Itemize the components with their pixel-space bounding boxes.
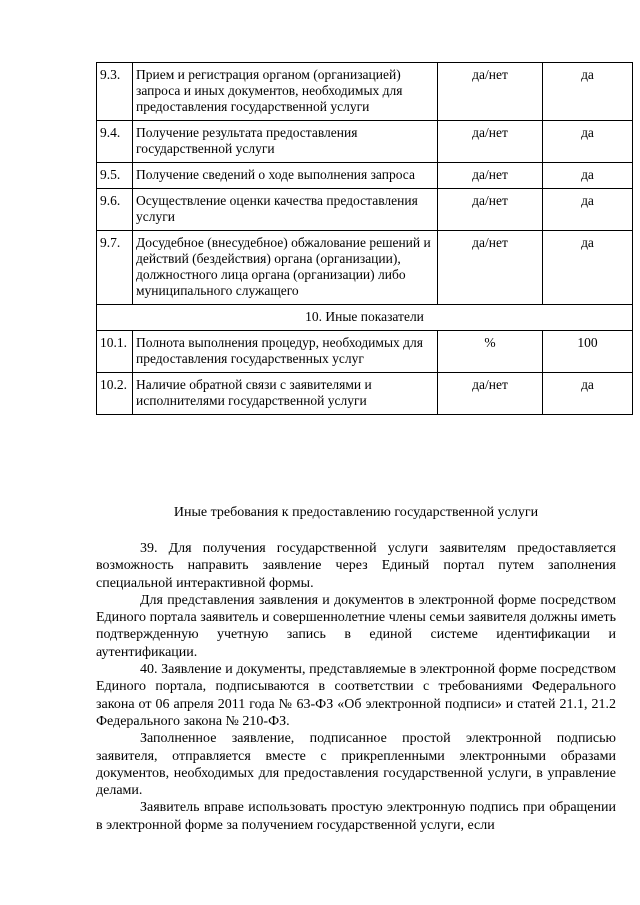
row-unit: да/нет [438,189,543,231]
paragraph: 40. Заявление и документы, представляемые в электронной форме посредством Единого портала, подписываются в соответствии с требованиями Федерального закона от 06 апреля 2011 года № 63-ФЗ «Об электронной подписи» и статей 21.1, 21.2 Федерального закона № 210-ФЗ. [96,662,616,729]
row-unit: да/нет [438,373,543,415]
row-value: да [543,63,633,121]
row-name: Получение сведений о ходе выполнения запроса [133,163,438,189]
body-text [96,540,616,834]
table-row [97,231,633,305]
table-row [97,121,633,163]
row-value: да [543,373,633,415]
paragraph: Для представления заявления и документов в электронной форме посредством Единого портала заявитель и совершеннолетние члены семьи заявителя должны иметь подтвержденную учетную запись в единой системе идентификации и аутентификации. [96,592,616,660]
row-number: 9.3. [97,63,133,121]
row-name: Прием и регистрация органом (организацией) запроса и иных документов, необходимых для предоставления государственной услуги [133,63,438,121]
row-name: Досудебное (внесудебное) обжалование решений и действий (бездействия) органа (организации), должностного лица органа (организации) либо муниципального служащего [133,231,438,305]
row-number: 9.5. [97,163,133,189]
section-heading: Иные требования к предоставлению государственной услуги [173,505,539,520]
row-number: 9.6. [97,189,133,231]
paragraph: Заполненное заявление, подписанное простой электронной подписью заявителя, отправляется вместе с прикрепленными электронными образами документов, необходимых для предоставления государственной услуги, в управление делами. [96,731,616,799]
row-value: да [543,231,633,305]
row-unit: % [438,331,543,373]
row-name: Наличие обратной связи с заявителями и исполнителями государственной услуги [133,373,438,415]
row-name: Получение результата предоставления государственной услуги [133,121,438,163]
row-number: 9.7. [97,231,133,305]
row-unit: да/нет [438,63,543,121]
row-unit: да/нет [438,121,543,163]
paragraph: Заявитель вправе использовать простую электронную подпись при обращении в электронной форме за получением государственной услуги, если [96,800,616,833]
row-number: 9.4. [97,121,133,163]
table-row [97,373,633,415]
paragraph: 39. Для получения государственной услуги заявителям предоставляется возможность направить заявление через Единый портал путем заполнения специальной интерактивной формы. [96,541,616,591]
section-row [97,305,633,331]
table-row [97,163,633,189]
row-value: да [543,189,633,231]
table-row [97,63,633,121]
table-row [97,189,633,231]
row-unit: да/нет [438,163,543,189]
row-value: да [543,121,633,163]
row-unit: да/нет [438,231,543,305]
row-number: 10.1. [97,331,133,373]
indicators-table [96,62,633,415]
section-title: 10. Иные показатели [97,305,633,331]
row-name: Осуществление оценки качества предоставления услуги [133,189,438,231]
row-number: 10.2. [97,373,133,415]
row-name: Полнота выполнения процедур, необходимых для предоставления государственных услуг [133,331,438,373]
table-row [97,331,633,373]
row-value: 100 [543,331,633,373]
row-value: да [543,163,633,189]
